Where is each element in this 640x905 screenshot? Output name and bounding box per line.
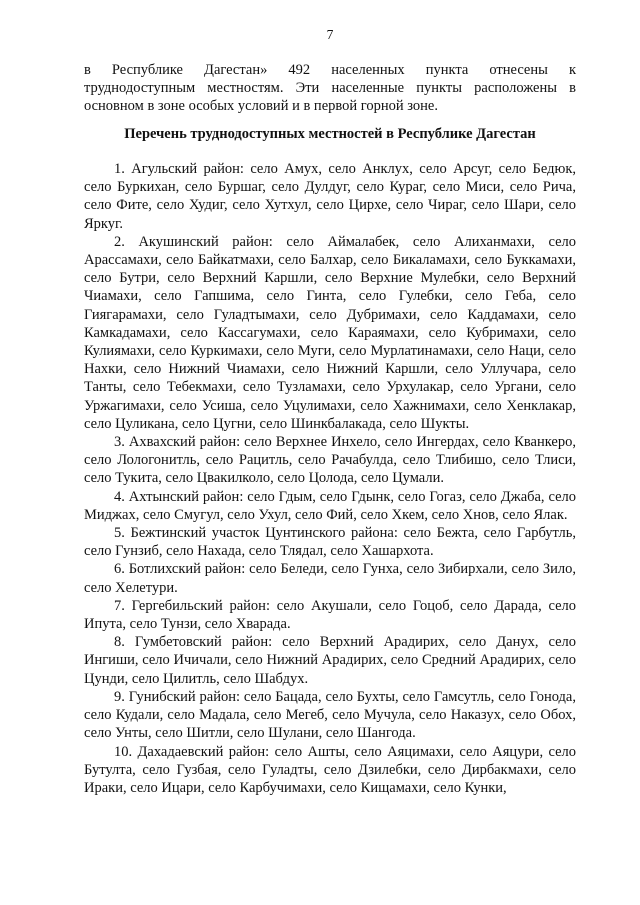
district-list [84, 160, 576, 797]
district-item: 3. Ахвахский район: село Верхнее Инхело, село Ингердах, село Кванкеро, село Лологонитль, село Рацитль, село Рачабулда, село Тлибишо, село Тлиси, село Тукита, село Цвакилколо, село Цолода, село Цумали. [84, 434, 576, 487]
district-item: 9. Гунибский район: село Бацада, село Бухты, село Гамсутль, село Гонода, село Кудали, село Мадала, село Мегеб, село Мучула, село Наказух, село Обох, село Унты, село Шитли, село Шулани, село Шангода. [84, 688, 576, 742]
intro-line: основном в зоне особых условий и в первой горной зоне. [84, 98, 438, 115]
district-item: 1. Агульский район: село Амух, село Анклух, село Арсуг, село Бедюк, село Буркихан, село Буршаг, село Дулдуг, село Кураг, село Миси, село Рича, село Фите, село Худиг, село Хутхул, село Цирхе, село Чираг, село Шари, село Яркуг. [84, 161, 576, 232]
intro-line: в Республике Дагестан» 492 населенных пункта отнесены к [84, 62, 576, 78]
page-number: 7 [326, 27, 334, 42]
district-item: 5. Бежтинский участок Цунтинского района: село Бежта, село Гарбутль, село Гунзиб, село Нахада, село Тлядал, село Хашархота. [84, 525, 576, 560]
district-item: 10. Дахадаевский район: село Ашты, село Аяцимахи, село Аяцури, село Бутулта, село Гузбая, село Гуладты, село Дзилебки, село Дирбакмахи, село Ираки, село Ицари, село Карбучимахи, село Кищамахи, село Кунки, [84, 743, 576, 796]
district-item: 4. Ахтынский район: село Гдым, село Гдынк, село Гогаз, село Джаба, село Миджах, село Смугул, село Ухул, село Фий, село Хкем, село Хнов, село Ялак. [84, 488, 576, 523]
district-item: 8. Гумбетовский район: село Верхний Арадирих, село Данух, село Ингиши, село Ичичали, село Нижний Арадирих, село Средний Арадирих, село Цунди, село Цилитль, село Шабдух. [84, 634, 576, 687]
intro-paragraph [84, 61, 576, 116]
district-item: 6. Ботлихский район: село Беледи, село Гунха, село Зибирхали, село Зило, село Хелетури. [84, 561, 576, 596]
district-item: 2. Акушинский район: село Аймалабек, село Алиханмахи, село Арассамахи, село Байкатмахи, село Балхар, село Бикаламахи, село Буккамахи, село Бутри, село Верхний Каршли, село Верхние Мулебки, село Верхний Чиамахи, село Гапшима, село Гинта, село Гулебки, село Геба, село Гиягарамахи, село Гуладтымахи, село Дубримахи, село Каддамахи, село Камкадамахи, село Кассагумахи, село Караямахи, село Кубримахи, село Кулиямахи, село Куркимахи, село Муги, село Мурлатинамахи, село Наци, село Нахки, село Нижний Чиамахи, село Нижний Каршли, село Уллучара, село Танты, село Тебекмахи, село Тузламахи, село Урхулакар, село Ургани, село Уржагимахи, село Усиша, село Уцулимахи, село Хажнимахи, село Хенклакар, село Цуликана, село Цугни, село Шинкбалакада, село Шукты. [84, 233, 576, 432]
intro-line: труднодоступным местностям. Эти населенные пункты расположены в [84, 80, 576, 97]
section-heading: Перечень труднодоступных местностей в Республике Дагестан [124, 126, 536, 142]
district-item: 7. Гергебильский район: село Акушали, село Гоцоб, село Дарада, село Ипута, село Тунзи, село Хварада. [84, 597, 576, 633]
